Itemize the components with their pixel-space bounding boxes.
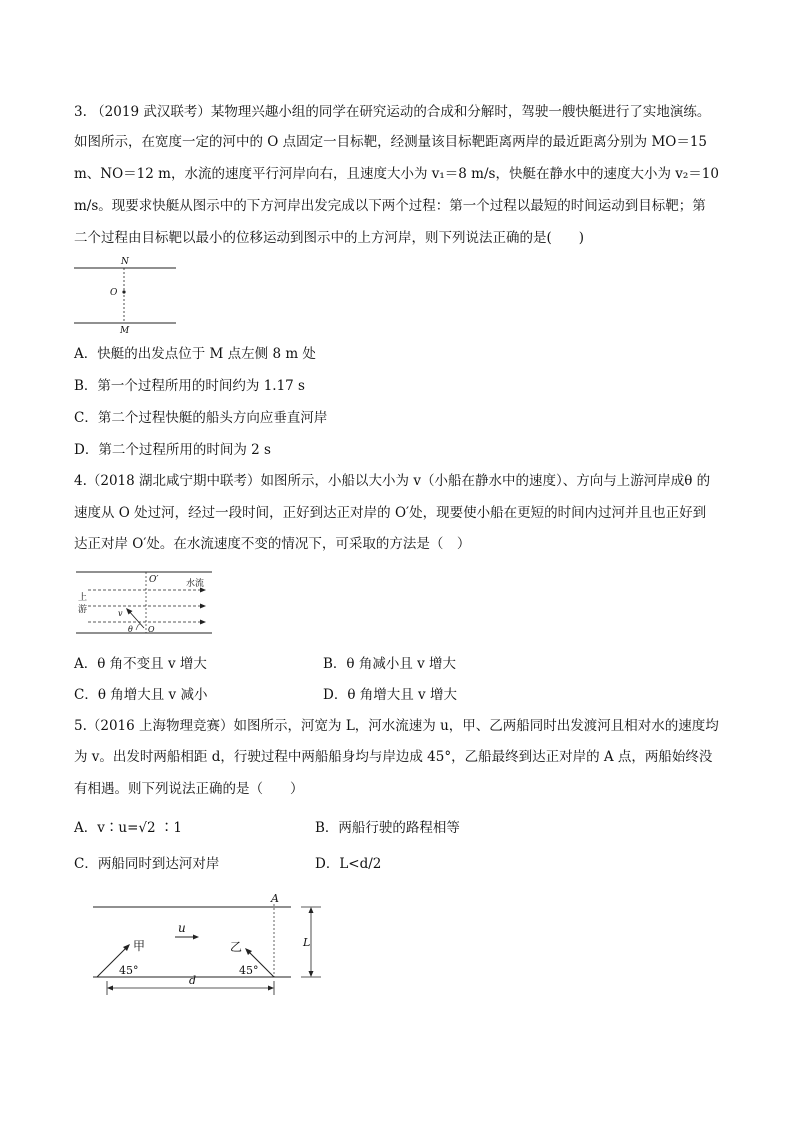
q5-option-c: C．两船同时到达河对岸 <box>74 856 220 872</box>
q5-line-1: 5.（2016 上海物理竞赛）如图所示，河宽为 L，河水流速为 u，甲、乙两船同时出发渡河且相对水的速度均 <box>74 718 719 734</box>
q5-d-arrowhead-right <box>268 986 274 991</box>
q5-line-2: 为 v。出发时两船相距 d，行驶过程中两船船身均与岸边成 45°，乙船最终到达正对岸的 A 点，两船始终没 <box>74 749 713 765</box>
q3-label-o: O <box>110 288 118 298</box>
q4-line-3: 达正对岸 O′处。在水流速度不变的情况下，可采取的方法是（ ） <box>74 536 471 552</box>
q5-option-b: B．两船行驶的路程相等 <box>315 820 460 836</box>
q5-label-a: A <box>271 892 279 905</box>
q5-option-d: D．L<d/2 <box>315 856 382 872</box>
q3-line-1: 3. （2019 武汉联考）某物理兴趣小组的同学在研究运动的合成和分解时，驾驶一艘快艇进行了实地演练。 <box>74 104 711 120</box>
q4-line-1: 4.（2018 湖北咸宁期中联考）如图所示，小船以大小为 v（小船在静水中的速度）、方向与上游河岸成θ 的 <box>74 473 711 489</box>
q4-option-d: D．θ 角增大且 v 增大 <box>323 687 457 703</box>
q3-option-b: B．第一个过程所用的时间约为 1.17 s <box>74 378 305 394</box>
q5-option-a: A．v∶u=√2 ∶1 <box>74 820 182 836</box>
q5-label-jia: 甲 <box>133 939 146 953</box>
q3-label-n: N <box>121 257 129 267</box>
q3-label-m: M <box>120 326 130 336</box>
q4-label-upstream-1: 上 <box>78 593 88 603</box>
q4-flow-arrowhead-3 <box>200 620 206 625</box>
q4-option-c: C．θ 角增大且 v 减小 <box>74 687 208 703</box>
q5-d-arrowhead-left <box>107 986 113 991</box>
q5-label-angle-right: 45° <box>239 964 259 977</box>
q5-figure-river <box>85 890 330 1000</box>
q3-line-5: 二个过程由目标靶以最小的位移运动到图示中的上方河岸，则下列说法正确的是( ) <box>74 230 585 246</box>
q4-label-o-prime: O′ <box>149 575 159 585</box>
q3-option-d: D．第二个过程所用的时间为 2 s <box>74 442 271 458</box>
q4-option-b: B．θ 角减小且 v 增大 <box>323 656 457 672</box>
q4-label-v: v <box>118 609 123 618</box>
q4-theta-arc <box>136 624 140 630</box>
q5-label-angle-left: 45° <box>119 964 139 977</box>
q5-L-arrowhead-bottom <box>309 971 314 977</box>
q4-figure-river <box>70 568 215 638</box>
q5-label-L: L <box>303 936 311 949</box>
q5-label-yi: 乙 <box>230 940 243 954</box>
q5-L-arrowhead-top <box>309 907 314 913</box>
q3-option-a: A．快艇的出发点位于 M 点左侧 8 m 处 <box>74 346 316 362</box>
q4-label-upstream-2: 游 <box>78 605 88 615</box>
q3-line-3: m、NO＝12 m，水流的速度平行河岸向右，且速度大小为 v₁＝8 m/s，快艇在静水中的速度大小为 v₂＝10 <box>74 166 719 182</box>
q5-line-3: 有相遇。则下列说法正确的是（ ） <box>74 781 304 797</box>
q4-label-o: O <box>148 625 155 634</box>
q3-option-c: C．第二个过程快艇的船头方向应垂直河岸 <box>74 410 328 426</box>
q3-line-2: 如图所示，在宽度一定的河中的 O 点固定一目标靶，经测量该目标靶距离两岸的最近距离分别为 MO＝15 <box>74 134 708 150</box>
q4-flow-arrowhead-2 <box>200 604 206 609</box>
q4-line-2: 速度从 O 处过河，经过一段时间，正好到达正对岸的 O′处，现要使小船在更短的时间内过河并且也正好到 <box>74 505 707 521</box>
q3-target-point <box>122 290 125 293</box>
q5-u-arrowhead <box>193 935 199 940</box>
q5-label-d: d <box>189 974 197 987</box>
q3-figure-river <box>70 257 180 336</box>
q4-option-a: A．θ 角不变且 v 增大 <box>74 656 207 672</box>
q4-label-flow: 水流 <box>186 579 205 589</box>
q5-label-u: u <box>178 921 186 935</box>
q3-line-4: m/s。现要求快艇从图示中的下方河岸出发完成以下两个过程：第一个过程以最短的时间运动到目标靶；第 <box>74 198 706 214</box>
q4-label-theta: θ <box>128 625 133 634</box>
